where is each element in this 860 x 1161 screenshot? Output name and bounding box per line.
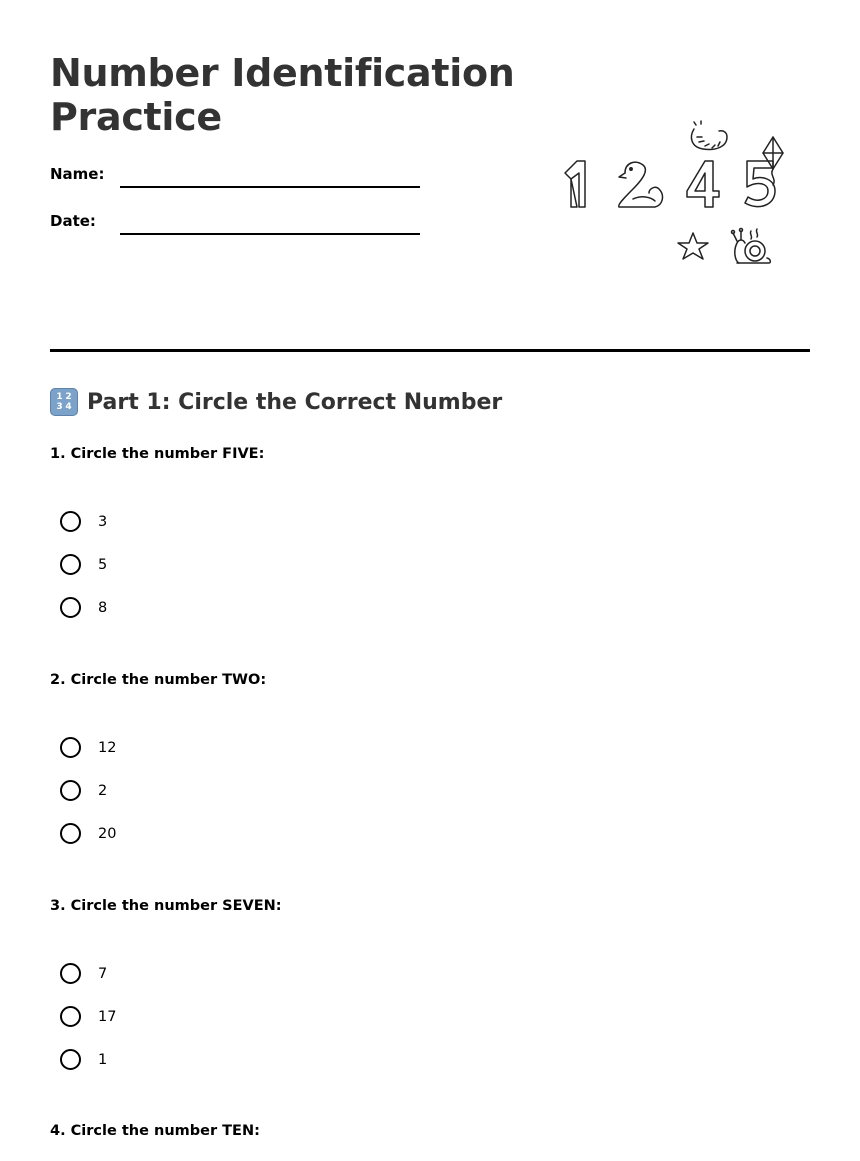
answer-options <box>60 726 116 855</box>
swan-icon <box>619 162 663 207</box>
answer-option[interactable] <box>60 543 107 586</box>
input-numbers-icon: 1 2 3 4 <box>50 388 78 416</box>
radio-button[interactable] <box>60 963 81 984</box>
answer-option[interactable] <box>60 726 116 769</box>
question-text: 3. Circle the number SEVEN: <box>50 898 282 914</box>
snail-icon <box>732 229 771 264</box>
question-2 <box>50 670 810 842</box>
answer-option[interactable] <box>60 1038 116 1081</box>
radio-button[interactable] <box>60 511 81 532</box>
option-label: 5 <box>98 556 108 573</box>
answer-option[interactable] <box>60 812 116 855</box>
option-label: 7 <box>98 965 108 982</box>
section-title: Part 1: Circle the Correct Number <box>87 389 503 415</box>
option-label: 2 <box>98 782 108 799</box>
option-label: 17 <box>98 1008 117 1025</box>
star-icon <box>678 233 708 259</box>
option-label: 12 <box>98 739 117 756</box>
radio-button[interactable] <box>60 554 81 575</box>
option-label: 8 <box>98 599 108 616</box>
name-field[interactable] <box>120 186 420 188</box>
radio-button[interactable] <box>60 1006 81 1027</box>
option-label: 1 <box>98 1051 108 1068</box>
option-label: 20 <box>98 825 117 842</box>
digit-one-outline <box>565 161 585 207</box>
caterpillar-icon <box>691 121 727 150</box>
radio-button[interactable] <box>60 780 81 801</box>
answer-option[interactable] <box>60 769 116 812</box>
question-1 <box>50 444 810 616</box>
digit-five-outline <box>745 161 775 207</box>
answer-option[interactable] <box>60 586 107 629</box>
name-label: Name: <box>50 165 105 183</box>
answer-options <box>60 500 107 629</box>
radio-button[interactable] <box>60 1049 81 1070</box>
page-title: Number Identification Practice <box>50 51 515 139</box>
radio-button[interactable] <box>60 737 81 758</box>
question-3 <box>50 896 810 1068</box>
digit-four-outline <box>687 161 719 207</box>
question-text: 2. Circle the number TWO: <box>50 672 267 688</box>
radio-button[interactable] <box>60 823 81 844</box>
numbers-clipart <box>555 115 795 275</box>
answer-options <box>60 952 116 1081</box>
answer-option[interactable] <box>60 500 107 543</box>
section-heading <box>50 388 502 416</box>
radio-button[interactable] <box>60 597 81 618</box>
answer-option[interactable] <box>60 952 116 995</box>
date-field[interactable] <box>120 233 420 235</box>
question-4 <box>50 1121 810 1141</box>
question-text: 1. Circle the number FIVE: <box>50 446 265 462</box>
answer-option[interactable] <box>60 995 116 1038</box>
question-text: 4. Circle the number TEN: <box>50 1123 260 1139</box>
date-label: Date: <box>50 212 96 230</box>
option-label: 3 <box>98 513 108 530</box>
section-divider <box>50 349 810 352</box>
